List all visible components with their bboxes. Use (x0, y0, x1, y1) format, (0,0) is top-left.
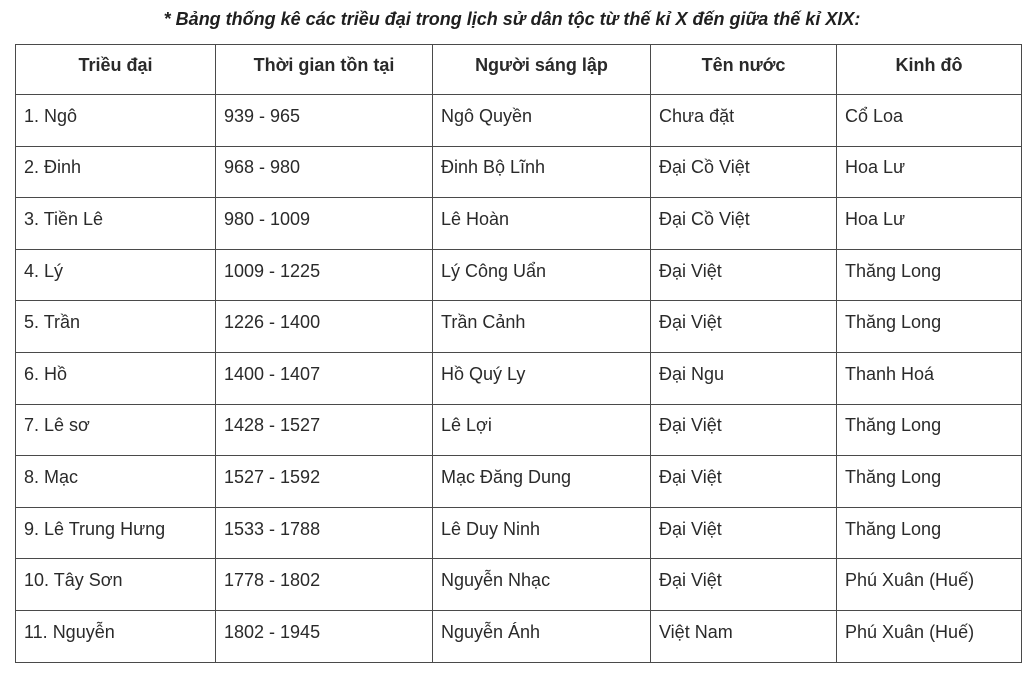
table-row (16, 301, 1022, 353)
cell-duration: 1400 - 1407 (216, 352, 433, 404)
cell-capital: Phú Xuân (Huế) (837, 559, 1022, 611)
cell-duration: 1428 - 1527 (216, 404, 433, 456)
cell-country-name: Đại Cồ Việt (651, 198, 837, 250)
table-row (16, 456, 1022, 508)
table-row (16, 249, 1022, 301)
header-dynasty: Triều đại (16, 45, 216, 95)
table-row (16, 404, 1022, 456)
cell-dynasty: 7. Lê sơ (16, 404, 216, 456)
cell-dynasty: 2. Đinh (16, 146, 216, 198)
header-country-name: Tên nước (651, 45, 837, 95)
cell-capital: Thanh Hoá (837, 352, 1022, 404)
cell-capital: Thăng Long (837, 249, 1022, 301)
cell-duration: 1009 - 1225 (216, 249, 433, 301)
cell-dynasty: 3. Tiền Lê (16, 198, 216, 250)
cell-founder: Lê Hoàn (433, 198, 651, 250)
cell-duration: 1802 - 1945 (216, 610, 433, 662)
dynasty-table (15, 44, 1022, 663)
cell-capital: Thăng Long (837, 507, 1022, 559)
cell-founder: Lý Công Uẩn (433, 249, 651, 301)
cell-capital: Thăng Long (837, 301, 1022, 353)
cell-country-name: Đại Cồ Việt (651, 146, 837, 198)
cell-dynasty: 8. Mạc (16, 456, 216, 508)
cell-capital: Cổ Loa (837, 95, 1022, 147)
cell-duration: 939 - 965 (216, 95, 433, 147)
table-row (16, 95, 1022, 147)
cell-duration: 968 - 980 (216, 146, 433, 198)
cell-country-name: Đại Việt (651, 301, 837, 353)
cell-country-name: Việt Nam (651, 610, 837, 662)
cell-country-name: Đại Việt (651, 404, 837, 456)
cell-founder: Mạc Đăng Dung (433, 456, 651, 508)
header-capital: Kinh đô (837, 45, 1022, 95)
cell-country-name: Đại Việt (651, 559, 837, 611)
cell-country-name: Đại Việt (651, 507, 837, 559)
cell-duration: 1533 - 1788 (216, 507, 433, 559)
cell-duration: 1527 - 1592 (216, 456, 433, 508)
header-duration: Thời gian tồn tại (216, 45, 433, 95)
cell-founder: Nguyễn Ánh (433, 610, 651, 662)
cell-country-name: Đại Ngu (651, 352, 837, 404)
cell-dynasty: 10. Tây Sơn (16, 559, 216, 611)
table-header-row (16, 45, 1022, 95)
cell-duration: 980 - 1009 (216, 198, 433, 250)
cell-founder: Nguyễn Nhạc (433, 559, 651, 611)
cell-dynasty: 9. Lê Trung Hưng (16, 507, 216, 559)
table-row (16, 610, 1022, 662)
cell-dynasty: 4. Lý (16, 249, 216, 301)
cell-dynasty: 5. Trần (16, 301, 216, 353)
table-row (16, 559, 1022, 611)
cell-founder: Ngô Quyền (433, 95, 651, 147)
table-row (16, 507, 1022, 559)
cell-capital: Thăng Long (837, 404, 1022, 456)
cell-dynasty: 1. Ngô (16, 95, 216, 147)
cell-capital: Thăng Long (837, 456, 1022, 508)
cell-founder: Lê Duy Ninh (433, 507, 651, 559)
cell-founder: Trần Cảnh (433, 301, 651, 353)
table-caption: * Bảng thống kê các triều đại trong lịch sử dân tộc từ thế kỉ X đến giữa thế kỉ XIX: (163, 9, 861, 29)
cell-founder: Lê Lợi (433, 404, 651, 456)
header-founder: Người sáng lập (433, 45, 651, 95)
cell-duration: 1226 - 1400 (216, 301, 433, 353)
table-row (16, 146, 1022, 198)
cell-capital: Phú Xuân (Huế) (837, 610, 1022, 662)
cell-capital: Hoa Lư (837, 146, 1022, 198)
cell-country-name: Chưa đặt (651, 95, 837, 147)
cell-dynasty: 6. Hồ (16, 352, 216, 404)
cell-founder: Đinh Bộ Lĩnh (433, 146, 651, 198)
cell-country-name: Đại Việt (651, 456, 837, 508)
cell-founder: Hồ Quý Ly (433, 352, 651, 404)
table-row (16, 198, 1022, 250)
cell-country-name: Đại Việt (651, 249, 837, 301)
table-row (16, 352, 1022, 404)
cell-dynasty: 11. Nguyễn (16, 610, 216, 662)
cell-duration: 1778 - 1802 (216, 559, 433, 611)
cell-capital: Hoa Lư (837, 198, 1022, 250)
